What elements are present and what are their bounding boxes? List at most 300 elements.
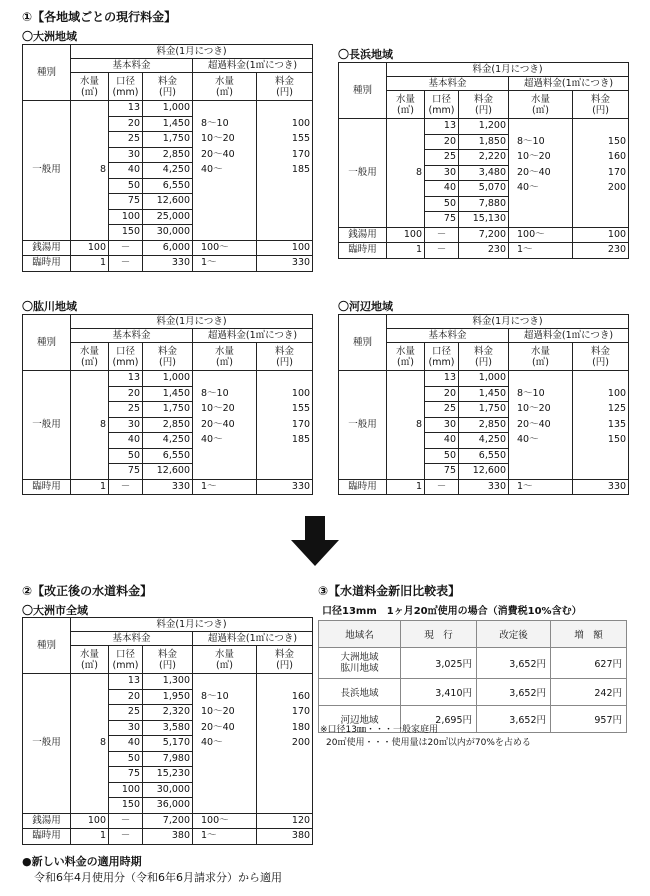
excess-fee-value: 185 bbox=[257, 433, 313, 449]
excess-fee-value bbox=[257, 448, 313, 464]
fee-value: 4,250 bbox=[459, 433, 509, 449]
category-cell bbox=[339, 371, 387, 387]
excess-fee-value bbox=[257, 225, 313, 241]
excess-volume-value: 8～10 bbox=[509, 134, 573, 150]
diameter-value: 50 bbox=[109, 178, 143, 194]
excess-volume-value: 1～ bbox=[509, 479, 573, 495]
volume-cell bbox=[387, 181, 425, 197]
category-cell bbox=[339, 212, 387, 228]
diameter-value: 30 bbox=[109, 147, 143, 163]
table-row bbox=[339, 479, 629, 495]
fee-value: 2,320 bbox=[143, 705, 193, 721]
volume-cell bbox=[387, 448, 425, 464]
volume-cell bbox=[71, 225, 109, 241]
table-row bbox=[339, 386, 629, 402]
excess-fee-value: 170 bbox=[573, 165, 629, 181]
header-fee: 料金 (円) bbox=[459, 343, 509, 371]
section-current-title: ①【各地域ごとの現行料金】 bbox=[22, 10, 177, 24]
category-label: 一般用 bbox=[339, 165, 387, 181]
table-row bbox=[23, 479, 313, 495]
volume-cell bbox=[71, 782, 109, 798]
category-label: 臨時用 bbox=[23, 256, 71, 272]
fee-value: 5,170 bbox=[143, 736, 193, 752]
volume-cell bbox=[387, 119, 425, 135]
compare-header-current: 現 行 bbox=[401, 621, 477, 648]
compare-current: 3,410円 bbox=[401, 679, 477, 706]
header-category: 種別 bbox=[23, 315, 71, 371]
fee-value: 6,550 bbox=[459, 448, 509, 464]
excess-volume-value: 20～40 bbox=[509, 417, 573, 433]
table-row bbox=[339, 134, 629, 150]
fee-value: 1,450 bbox=[143, 116, 193, 132]
diameter-value: 40 bbox=[425, 181, 459, 197]
table-row bbox=[23, 132, 313, 148]
section-compare-title: ③【水道料金新旧比較表】 bbox=[318, 584, 461, 598]
excess-volume-value bbox=[193, 448, 257, 464]
table-row bbox=[339, 150, 629, 166]
fee-value: 4,250 bbox=[143, 163, 193, 179]
excess-volume-value: 8～10 bbox=[193, 116, 257, 132]
fee-table-hijikawa bbox=[22, 314, 313, 495]
table-row bbox=[23, 464, 313, 480]
volume-cell bbox=[71, 767, 109, 783]
table-row bbox=[339, 433, 629, 449]
fee-value: 6,550 bbox=[143, 178, 193, 194]
volume-value: 1 bbox=[71, 256, 109, 272]
category-label: 臨時用 bbox=[339, 479, 387, 495]
fee-value: 1,000 bbox=[143, 101, 193, 117]
fee-value: 12,600 bbox=[143, 464, 193, 480]
category-cell bbox=[23, 178, 71, 194]
diameter-value: 20 bbox=[109, 689, 143, 705]
diameter-value: 13 bbox=[425, 119, 459, 135]
volume-cell bbox=[71, 371, 109, 387]
excess-fee-value bbox=[257, 464, 313, 480]
excess-fee-value: 100 bbox=[257, 386, 313, 402]
compare-current: 2,695円 bbox=[401, 706, 477, 733]
fee-value: 1,000 bbox=[143, 371, 193, 387]
excess-volume-value: 100～ bbox=[193, 813, 257, 829]
category-cell bbox=[23, 720, 71, 736]
excess-volume-value: 40～ bbox=[193, 433, 257, 449]
volume-cell bbox=[71, 116, 109, 132]
volume-cell bbox=[387, 134, 425, 150]
volume-cell bbox=[71, 674, 109, 690]
fee-value: 25,000 bbox=[143, 209, 193, 225]
excess-fee-value: 180 bbox=[257, 720, 313, 736]
volume-value: 100 bbox=[71, 240, 109, 256]
table-row bbox=[339, 371, 629, 387]
excess-fee-value bbox=[257, 209, 313, 225]
fee-header-row bbox=[339, 315, 629, 329]
excess-volume-value: 20～40 bbox=[193, 147, 257, 163]
excess-volume-value: 1～ bbox=[193, 479, 257, 495]
excess-volume-value: 10～20 bbox=[509, 150, 573, 166]
diameter-value: 25 bbox=[425, 150, 459, 166]
header-excess-volume: 水量 (㎥) bbox=[193, 646, 257, 674]
excess-volume-value: 40～ bbox=[193, 163, 257, 179]
excess-fee-value bbox=[573, 212, 629, 228]
fee-table bbox=[22, 314, 313, 495]
fee-value: 330 bbox=[143, 256, 193, 272]
volume-cell bbox=[387, 433, 425, 449]
excess-fee-value bbox=[257, 101, 313, 117]
excess-fee-value bbox=[257, 674, 313, 690]
header-excess-fee-yen: 料金 (円) bbox=[573, 91, 629, 119]
volume-value: 100 bbox=[387, 227, 425, 243]
volume-cell bbox=[71, 402, 109, 418]
header-excess-fee-yen: 料金 (円) bbox=[257, 73, 313, 101]
fee-value: 3,580 bbox=[143, 720, 193, 736]
table-row bbox=[319, 648, 627, 679]
category-cell bbox=[23, 782, 71, 798]
header-diameter: 口径 (mm) bbox=[425, 91, 459, 119]
diameter-value: － bbox=[109, 829, 143, 845]
excess-fee-value: 185 bbox=[257, 163, 313, 179]
fee-value: 2,220 bbox=[459, 150, 509, 166]
category-label: 銭湯用 bbox=[23, 240, 71, 256]
fee-value: 30,000 bbox=[143, 225, 193, 241]
diameter-value: 30 bbox=[425, 165, 459, 181]
table-row bbox=[23, 256, 313, 272]
excess-fee-value: 170 bbox=[257, 147, 313, 163]
table-row bbox=[23, 371, 313, 387]
category-cell bbox=[23, 751, 71, 767]
volume-cell bbox=[71, 194, 109, 210]
section-revised-title: ②【改正後の水道料金】 bbox=[22, 584, 153, 598]
diameter-value: 25 bbox=[109, 705, 143, 721]
excess-fee-value: 100 bbox=[573, 227, 629, 243]
excess-fee-value: 200 bbox=[257, 736, 313, 752]
application-title: ●新しい料金の適用時期 bbox=[22, 855, 142, 868]
header-diameter: 口径 (mm) bbox=[109, 646, 143, 674]
fee-table bbox=[22, 617, 313, 845]
excess-fee-value bbox=[573, 119, 629, 135]
diameter-value: 25 bbox=[109, 132, 143, 148]
header-excess-fee: 超過料金(1㎥につき) bbox=[509, 329, 629, 343]
table-row bbox=[23, 813, 313, 829]
excess-fee-value: 135 bbox=[573, 417, 629, 433]
diameter-value: 75 bbox=[109, 767, 143, 783]
header-fee-per-month: 料金(1月につき) bbox=[71, 618, 313, 632]
header-excess-fee-yen: 料金 (円) bbox=[257, 343, 313, 371]
excess-volume-value: 1～ bbox=[193, 256, 257, 272]
table-row bbox=[23, 674, 313, 690]
compare-revised: 3,652円 bbox=[477, 706, 551, 733]
excess-fee-value bbox=[257, 194, 313, 210]
compare-increase: 957円 bbox=[551, 706, 627, 733]
header-fee: 料金 (円) bbox=[143, 343, 193, 371]
diameter-value: 25 bbox=[425, 402, 459, 418]
diameter-value: 13 bbox=[425, 371, 459, 387]
compare-revised: 3,652円 bbox=[477, 648, 551, 679]
table-row bbox=[23, 225, 313, 241]
header-basic-fee: 基本料金 bbox=[71, 632, 193, 646]
excess-volume-value bbox=[509, 448, 573, 464]
table-row bbox=[23, 417, 313, 433]
header-fee-per-month: 料金(1月につき) bbox=[387, 315, 629, 329]
category-label: 銭湯用 bbox=[23, 813, 71, 829]
fee-value: 7,980 bbox=[143, 751, 193, 767]
fee-value: 1,300 bbox=[143, 674, 193, 690]
category-cell bbox=[23, 448, 71, 464]
excess-volume-value: 10～20 bbox=[193, 705, 257, 721]
compare-header-revised: 改定後 bbox=[477, 621, 551, 648]
diameter-value: － bbox=[109, 479, 143, 495]
volume-value: 8 bbox=[71, 417, 109, 433]
table-row bbox=[339, 243, 629, 259]
volume-cell bbox=[71, 464, 109, 480]
excess-fee-value bbox=[257, 178, 313, 194]
excess-fee-value: 330 bbox=[257, 256, 313, 272]
application-text: 令和6年4月使用分（令和6年6月請求分）から適用 bbox=[34, 871, 282, 884]
volume-cell bbox=[387, 212, 425, 228]
excess-fee-value bbox=[257, 751, 313, 767]
category-label: 一般用 bbox=[23, 736, 71, 752]
fee-value: 30,000 bbox=[143, 782, 193, 798]
diameter-value: 40 bbox=[425, 433, 459, 449]
fee-value: 1,750 bbox=[143, 132, 193, 148]
header-diameter: 口径 (mm) bbox=[109, 343, 143, 371]
excess-fee-value bbox=[573, 448, 629, 464]
fee-header-row bbox=[23, 618, 313, 632]
table-row bbox=[23, 689, 313, 705]
diameter-value: 150 bbox=[109, 225, 143, 241]
comparison-header-row bbox=[319, 621, 627, 648]
diameter-value: － bbox=[425, 243, 459, 259]
region-title-hijikawa: 〇肱川地域 bbox=[22, 300, 77, 313]
fee-value: 15,230 bbox=[143, 767, 193, 783]
diameter-value: 75 bbox=[109, 464, 143, 480]
excess-fee-value: 380 bbox=[257, 829, 313, 845]
header-excess-volume: 水量 (㎥) bbox=[193, 343, 257, 371]
excess-fee-value: 330 bbox=[573, 479, 629, 495]
header-basic-fee: 基本料金 bbox=[387, 77, 509, 91]
fee-value: 1,750 bbox=[143, 402, 193, 418]
table-row bbox=[23, 240, 313, 256]
fee-table bbox=[22, 44, 313, 272]
fee-value: 330 bbox=[143, 479, 193, 495]
diameter-value: 75 bbox=[109, 194, 143, 210]
table-row bbox=[339, 448, 629, 464]
category-cell bbox=[23, 689, 71, 705]
table-row bbox=[339, 464, 629, 480]
fee-value: 7,200 bbox=[459, 227, 509, 243]
category-cell bbox=[23, 433, 71, 449]
excess-volume-value: 10～20 bbox=[193, 402, 257, 418]
fee-value: 36,000 bbox=[143, 798, 193, 814]
fee-table-ozu bbox=[22, 44, 313, 272]
category-cell bbox=[23, 147, 71, 163]
diameter-value: 50 bbox=[425, 196, 459, 212]
table-row bbox=[23, 782, 313, 798]
fee-value: 1,450 bbox=[459, 386, 509, 402]
category-cell bbox=[23, 386, 71, 402]
fee-table bbox=[338, 62, 629, 259]
excess-fee-value: 150 bbox=[573, 134, 629, 150]
excess-volume-value bbox=[193, 225, 257, 241]
compare-header-region: 地域名 bbox=[319, 621, 401, 648]
diameter-value: 13 bbox=[109, 674, 143, 690]
fee-header-row bbox=[23, 315, 313, 329]
fee-value: 7,880 bbox=[459, 196, 509, 212]
volume-cell bbox=[71, 720, 109, 736]
category-label: 臨時用 bbox=[23, 829, 71, 845]
fee-value: 2,850 bbox=[143, 147, 193, 163]
compare-current: 3,025円 bbox=[401, 648, 477, 679]
excess-volume-value: 10～20 bbox=[193, 132, 257, 148]
table-row bbox=[23, 736, 313, 752]
diameter-value: 30 bbox=[109, 417, 143, 433]
excess-volume-value: 40～ bbox=[509, 181, 573, 197]
volume-value: 8 bbox=[71, 163, 109, 179]
excess-fee-value: 160 bbox=[573, 150, 629, 166]
diameter-value: 75 bbox=[425, 464, 459, 480]
excess-fee-value: 230 bbox=[573, 243, 629, 259]
category-cell bbox=[339, 134, 387, 150]
category-cell bbox=[339, 150, 387, 166]
table-row bbox=[23, 720, 313, 736]
volume-cell bbox=[387, 196, 425, 212]
excess-volume-value bbox=[193, 751, 257, 767]
diameter-value: － bbox=[425, 479, 459, 495]
fee-value: 2,850 bbox=[459, 417, 509, 433]
table-row bbox=[339, 196, 629, 212]
header-category: 種別 bbox=[339, 315, 387, 371]
category-cell bbox=[23, 464, 71, 480]
volume-cell bbox=[71, 705, 109, 721]
header-volume: 水量 (㎥) bbox=[387, 343, 425, 371]
excess-fee-value: 100 bbox=[257, 116, 313, 132]
fee-value: 4,250 bbox=[143, 433, 193, 449]
excess-volume-value: 8～10 bbox=[193, 689, 257, 705]
diameter-value: 100 bbox=[109, 782, 143, 798]
header-excess-fee: 超過料金(1㎥につき) bbox=[193, 329, 313, 343]
category-cell bbox=[23, 225, 71, 241]
header-basic-fee: 基本料金 bbox=[71, 329, 193, 343]
excess-volume-value: 10～20 bbox=[509, 402, 573, 418]
category-cell bbox=[23, 705, 71, 721]
fee-table-nagahama bbox=[338, 62, 629, 259]
category-cell bbox=[339, 402, 387, 418]
header-volume: 水量 (㎥) bbox=[387, 91, 425, 119]
header-category: 種別 bbox=[23, 618, 71, 674]
excess-volume-value: 8～10 bbox=[509, 386, 573, 402]
table-row bbox=[339, 402, 629, 418]
table-row bbox=[339, 227, 629, 243]
volume-cell bbox=[387, 386, 425, 402]
table-row bbox=[23, 209, 313, 225]
volume-cell bbox=[387, 402, 425, 418]
region-title-city: 〇大洲市全域 bbox=[22, 604, 88, 617]
excess-volume-value bbox=[509, 196, 573, 212]
category-label: 銭湯用 bbox=[339, 227, 387, 243]
table-row bbox=[339, 212, 629, 228]
diameter-value: 50 bbox=[425, 448, 459, 464]
diameter-value: 30 bbox=[109, 720, 143, 736]
header-excess-fee: 超過料金(1㎥につき) bbox=[193, 632, 313, 646]
volume-cell bbox=[71, 689, 109, 705]
excess-volume-value bbox=[193, 767, 257, 783]
excess-volume-value: 20～40 bbox=[193, 720, 257, 736]
header-basic-fee: 基本料金 bbox=[71, 59, 193, 73]
category-cell bbox=[23, 402, 71, 418]
region-title-ozu: 〇大洲地域 bbox=[22, 30, 77, 43]
category-cell bbox=[339, 448, 387, 464]
excess-fee-value bbox=[257, 767, 313, 783]
category-cell bbox=[23, 209, 71, 225]
table-row bbox=[23, 402, 313, 418]
excess-volume-value bbox=[193, 101, 257, 117]
header-volume: 水量 (㎥) bbox=[71, 343, 109, 371]
excess-volume-value bbox=[509, 119, 573, 135]
excess-fee-value: 170 bbox=[257, 705, 313, 721]
table-row bbox=[339, 181, 629, 197]
category-cell bbox=[23, 767, 71, 783]
volume-value: 8 bbox=[387, 417, 425, 433]
volume-value: 1 bbox=[71, 829, 109, 845]
table-row bbox=[23, 829, 313, 845]
table-row bbox=[23, 386, 313, 402]
excess-fee-value bbox=[257, 371, 313, 387]
table-row bbox=[23, 798, 313, 814]
excess-fee-value bbox=[573, 371, 629, 387]
header-excess-fee: 超過料金(1㎥につき) bbox=[509, 77, 629, 91]
diameter-value: 50 bbox=[109, 751, 143, 767]
fee-value: 380 bbox=[143, 829, 193, 845]
fee-table-city bbox=[22, 617, 313, 845]
diameter-value: 13 bbox=[109, 101, 143, 117]
header-fee-per-month: 料金(1月につき) bbox=[71, 315, 313, 329]
fee-table-kawabe bbox=[338, 314, 629, 495]
volume-cell bbox=[71, 448, 109, 464]
compare-note-1: ※口径13㎜・・・一般家庭用 bbox=[320, 725, 438, 735]
table-row bbox=[339, 119, 629, 135]
volume-value: 8 bbox=[387, 165, 425, 181]
excess-volume-value bbox=[193, 194, 257, 210]
diameter-value: 25 bbox=[109, 402, 143, 418]
excess-fee-value: 150 bbox=[573, 433, 629, 449]
fee-value: 5,070 bbox=[459, 181, 509, 197]
header-fee-per-month: 料金(1月につき) bbox=[387, 63, 629, 77]
diameter-value: 75 bbox=[425, 212, 459, 228]
table-row bbox=[23, 147, 313, 163]
diameter-value: 40 bbox=[109, 433, 143, 449]
excess-volume-value bbox=[509, 212, 573, 228]
table-row bbox=[23, 448, 313, 464]
volume-value: 8 bbox=[71, 736, 109, 752]
excess-volume-value: 8～10 bbox=[193, 386, 257, 402]
diameter-value: 20 bbox=[109, 116, 143, 132]
category-label: 臨時用 bbox=[339, 243, 387, 259]
excess-volume-value bbox=[193, 371, 257, 387]
header-diameter: 口径 (mm) bbox=[109, 73, 143, 101]
excess-fee-value: 200 bbox=[573, 181, 629, 197]
compare-region-name: 大洲地域 肱川地域 bbox=[319, 648, 401, 679]
compare-note-2: 20㎥使用・・・使用量は20㎥以内が70%を占める bbox=[326, 738, 531, 748]
table-row bbox=[23, 767, 313, 783]
header-fee-per-month: 料金(1月につき) bbox=[71, 45, 313, 59]
header-excess-volume: 水量 (㎥) bbox=[509, 343, 573, 371]
table-row bbox=[23, 178, 313, 194]
excess-volume-value bbox=[193, 798, 257, 814]
excess-fee-value: 125 bbox=[573, 402, 629, 418]
fee-header-row bbox=[339, 63, 629, 77]
fee-value: 12,600 bbox=[459, 464, 509, 480]
diameter-value: 100 bbox=[109, 209, 143, 225]
excess-fee-value: 155 bbox=[257, 402, 313, 418]
header-diameter: 口径 (mm) bbox=[425, 343, 459, 371]
